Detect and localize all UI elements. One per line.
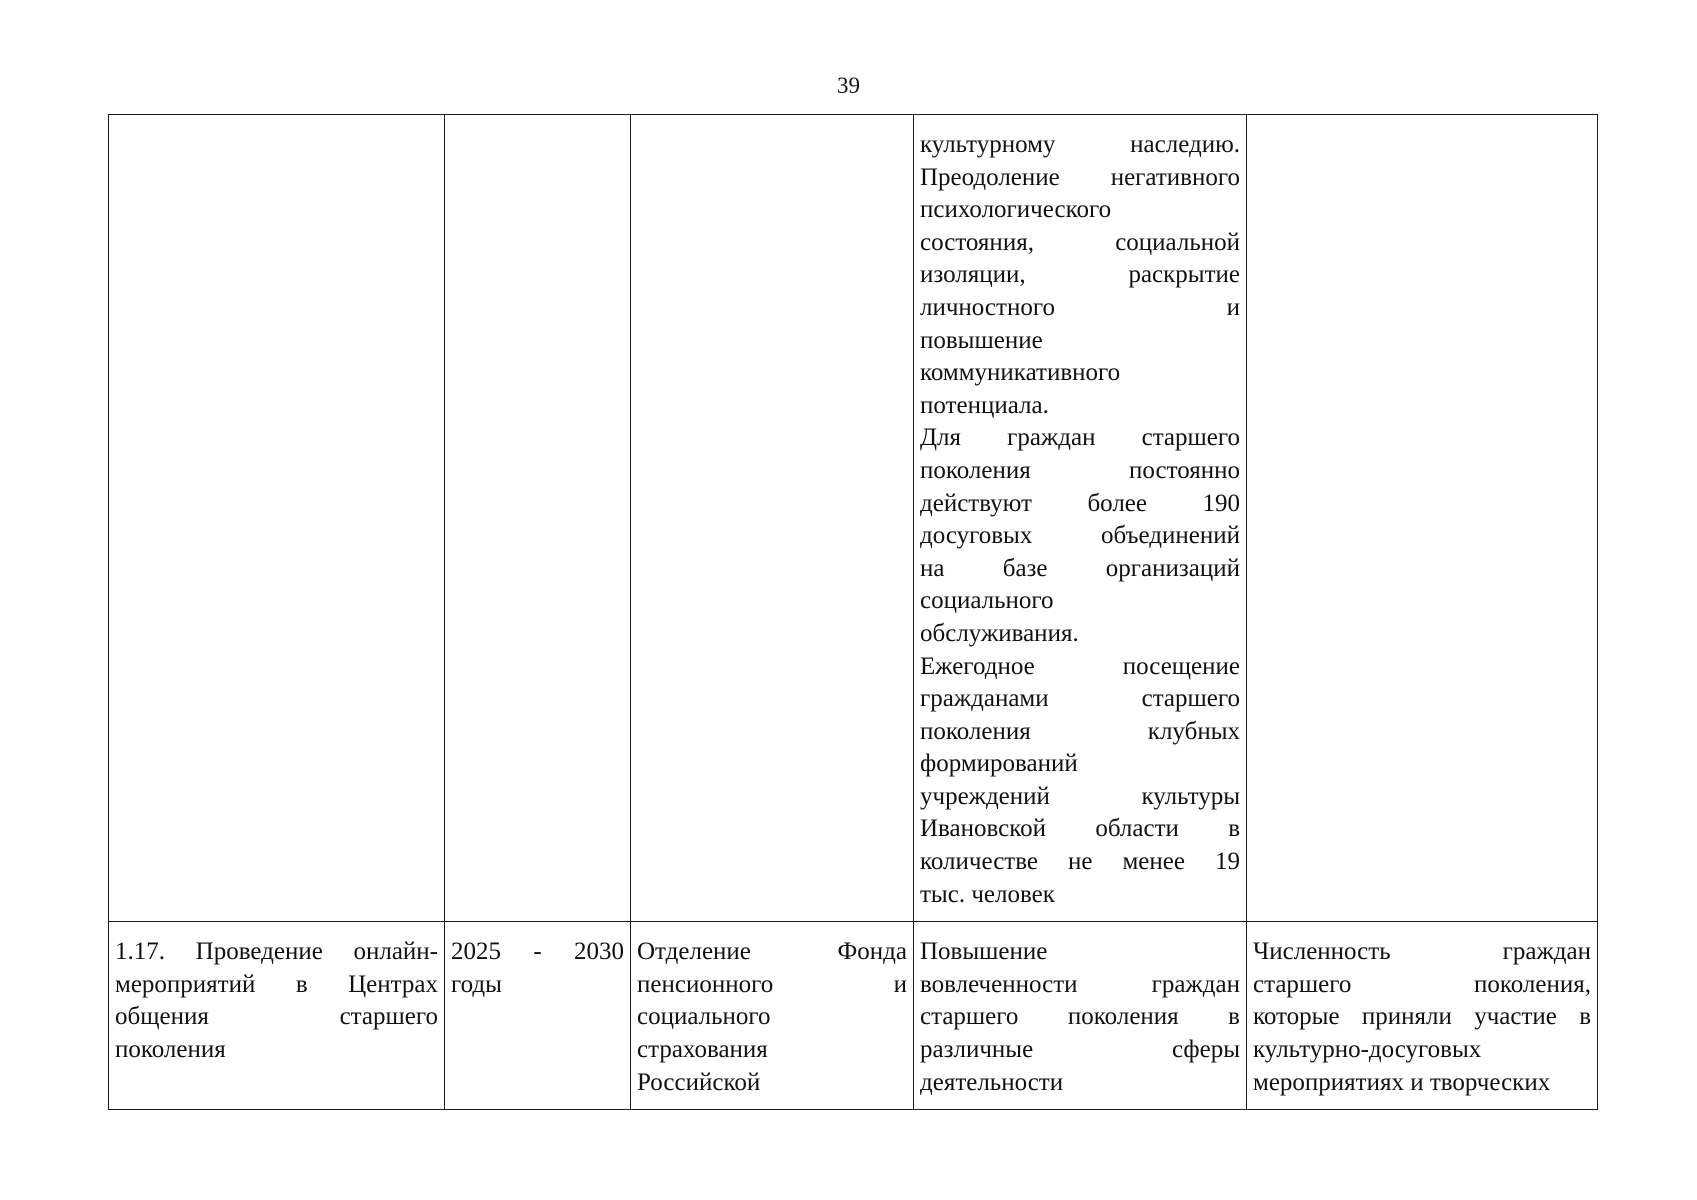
page-number: 39 xyxy=(837,73,860,98)
table-cell-expected-result xyxy=(914,115,1247,922)
table-cell-expected-result xyxy=(914,922,1247,1110)
cell-text-line: коммуникативного xyxy=(920,359,1121,387)
table-body xyxy=(109,115,1598,1110)
table-cell-period xyxy=(445,922,631,1110)
cell-text-line: тыс. человек xyxy=(920,880,1055,908)
cell-text-line: общения старшего xyxy=(115,1003,438,1031)
cell-text-line: количестве не менее 19 xyxy=(920,848,1240,876)
cell-text-line: культурному наследию. xyxy=(920,131,1240,158)
cell-text-line: Ивановской области в xyxy=(920,815,1240,843)
cell-text-line: поколения клубных xyxy=(920,717,1240,745)
table-row xyxy=(109,115,1598,922)
table-cell-responsible xyxy=(631,115,914,922)
cell-text-line: деятельности xyxy=(920,1068,1064,1096)
cell-text-line: 1.17. Проведение онлайн- xyxy=(115,938,438,966)
cell-text-line: досуговых объединений xyxy=(920,522,1240,550)
table-cell-period xyxy=(445,115,631,922)
table-cell-responsible xyxy=(631,922,914,1110)
cell-text-line: старшего поколения, xyxy=(1253,970,1591,998)
cell-text-line: Ежегодное посещение xyxy=(920,652,1240,680)
cell-text-line: изоляции, раскрытие xyxy=(920,261,1240,289)
cell-text-line: повышение xyxy=(920,326,1043,354)
cell-text-line: Преодоление негативного xyxy=(920,163,1240,191)
table-cell-indicator xyxy=(1247,922,1598,1110)
cell-text-line: Отделение Фонда xyxy=(637,938,907,966)
cell-text-line: Численность граждан xyxy=(1253,938,1591,966)
cell-text-line: которые приняли участие в xyxy=(1253,1003,1591,1031)
cell-text-line: действуют более 190 xyxy=(920,489,1240,517)
cell-text-line: мероприятиях и творческих xyxy=(1253,1068,1551,1096)
cell-text-line: формирований xyxy=(920,750,1078,778)
cell-text-line: поколения постоянно xyxy=(920,456,1240,484)
cell-text-line: пенсионного и xyxy=(637,970,907,998)
cell-text-line: социального xyxy=(920,587,1054,615)
table-cell-measure-name xyxy=(109,115,445,922)
cell-text-line: поколения xyxy=(115,1036,226,1064)
cell-text-line: мероприятий в Центрах xyxy=(115,970,438,998)
cell-text-line: учреждений культуры xyxy=(920,782,1240,810)
cell-text-line: вовлеченности граждан xyxy=(920,970,1240,998)
cell-text-line: страхования xyxy=(637,1036,768,1064)
cell-text-line: состояния, социальной xyxy=(920,228,1240,256)
cell-text-line: на базе организаций xyxy=(920,554,1240,582)
table-cell-indicator xyxy=(1247,115,1598,922)
cell-text-line: Российской xyxy=(637,1068,761,1096)
table-cell-measure-name xyxy=(109,922,445,1110)
cell-text-line: старшего поколения в xyxy=(920,1003,1240,1031)
cell-text-line: потенциала. xyxy=(920,391,1049,419)
cell-text-line: Для граждан старшего xyxy=(920,424,1240,452)
measures-table xyxy=(108,114,1598,1110)
cell-text-line: Повышение xyxy=(920,938,1048,966)
cell-text-line: гражданами старшего xyxy=(920,685,1240,713)
table-row xyxy=(109,922,1598,1110)
cell-text-line: личностного и xyxy=(920,293,1240,321)
cell-text-line: психологического xyxy=(920,196,1112,224)
cell-text-line: культурно-досуговых xyxy=(1253,1036,1482,1064)
cell-text-line: 2025 - 2030 xyxy=(451,938,624,966)
cell-text-line: социального xyxy=(637,1003,771,1031)
cell-text-line: годы xyxy=(451,970,502,998)
cell-text-line: обслуживания. xyxy=(920,619,1079,647)
cell-text-line: различные сферы xyxy=(920,1036,1240,1064)
